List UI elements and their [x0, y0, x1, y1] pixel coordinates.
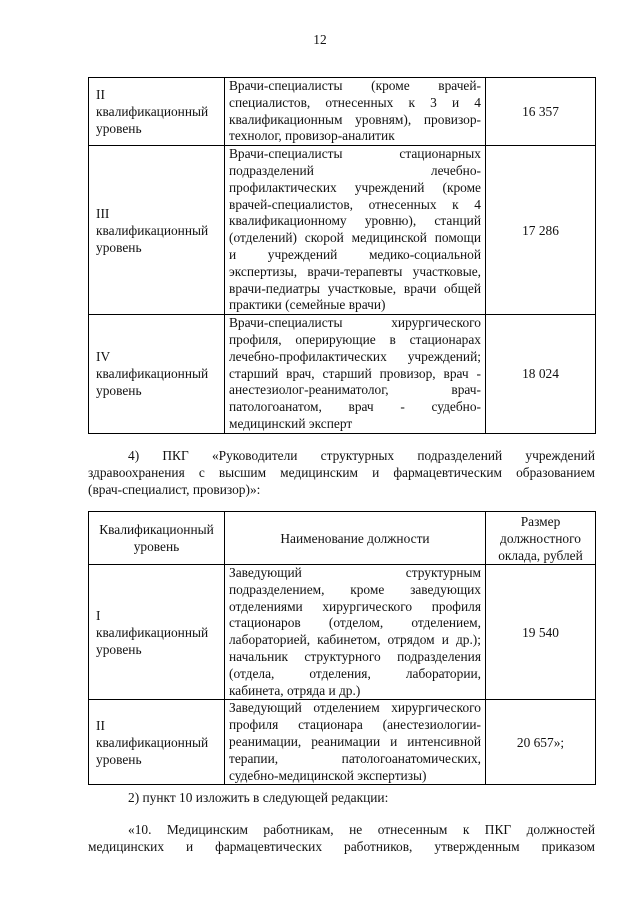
position-line: кабинета, отряда и др.)	[229, 682, 361, 698]
position-line: профиля, оперирующие в стационарах	[229, 331, 481, 347]
position-line: анестезиолог-реаниматолог, врач-	[229, 382, 481, 398]
level-word: квалификационный	[96, 104, 209, 120]
position-line: специалистов, отнесенных к 3 и 4	[229, 94, 481, 110]
salary-table-1	[88, 77, 596, 434]
level-word: квалификационный	[96, 624, 209, 640]
position-line: и учреждений медико-социальной	[229, 246, 481, 262]
level-word: уровень	[96, 121, 142, 137]
level-numeral: II	[96, 87, 105, 103]
table-header-row	[89, 512, 596, 565]
header-salary-line: Размер	[520, 513, 561, 529]
section-4-paragraph	[88, 447, 595, 498]
position-line: Врачи-специалисты хирургического	[229, 315, 481, 331]
position-line: технолог, провизор-аналитик	[229, 128, 395, 144]
level-cell	[89, 315, 225, 434]
level-word: квалификационный	[96, 222, 209, 238]
header-salary-line: оклада, рублей	[498, 547, 583, 563]
header-salary-line: должностного	[500, 530, 581, 546]
paragraph-line: медицинских и фармацевтических работников, утвержденным приказом	[88, 839, 595, 854]
position-cell	[225, 315, 486, 434]
level-word: уровень	[96, 239, 142, 255]
position-line: реанимации, реанимации и интенсивной	[229, 733, 481, 749]
position-cell	[225, 700, 486, 785]
position-line: врачи-педиатры участковые, врачи общей	[229, 280, 481, 296]
table-row	[89, 78, 596, 146]
position-line: лабораторией, кабинетом, отрядом и др.);	[229, 632, 481, 648]
paragraph-line: (врач-специалист, провизор)»:	[88, 482, 261, 497]
position-line: терапии, патологоанатомических,	[229, 750, 481, 766]
level-cell	[89, 78, 225, 146]
table-row	[89, 565, 596, 700]
level-word: уровень	[96, 383, 142, 399]
position-line: начальник структурного подразделения	[229, 648, 481, 664]
page-number: 12	[313, 32, 327, 47]
item-2-paragraph: 2) пункт 10 изложить в следующей редакции:	[128, 790, 389, 805]
paragraph-line: «10. Медицинским работникам, не отнесенным к ПКГ должностей	[128, 822, 595, 837]
position-cell	[225, 565, 486, 700]
position-line: старший врач, старший провизор, врач -	[229, 365, 481, 381]
position-line: судебно-медицинской экспертизы)	[229, 767, 427, 783]
level-numeral: I	[96, 607, 101, 623]
header-level-line: Квалификационный	[99, 522, 214, 537]
level-numeral: II	[96, 717, 105, 733]
table-row	[89, 315, 596, 434]
position-line: профилактических учреждений (кроме	[229, 179, 481, 195]
salary-table-2	[88, 511, 596, 785]
position-cell	[225, 78, 486, 146]
salary-cell: 18 024	[486, 315, 596, 434]
position-line: стационаров (отделом, отделением,	[229, 615, 481, 631]
header-level-line: уровень	[133, 539, 180, 554]
position-line: медицинский эксперт	[229, 415, 353, 431]
position-line: врачей-специалистов, отнесенных к 4	[229, 196, 481, 212]
header-level	[89, 512, 225, 565]
level-numeral: IV	[96, 349, 111, 365]
position-cell	[225, 146, 486, 315]
position-line: Заведующий отделением хирургического	[229, 700, 481, 716]
position-line: Заведующий структурным	[229, 565, 481, 580]
position-line: практики (семейные врачи)	[229, 297, 386, 313]
position-line: Врачи-специалисты (кроме врачей-	[229, 78, 481, 93]
level-cell	[89, 146, 225, 315]
level-word: квалификационный	[96, 366, 209, 382]
position-line: отделениями хирургического профиля	[229, 598, 481, 614]
level-cell	[89, 700, 225, 785]
position-line: (отделений) скорой медицинской помощи	[229, 230, 481, 246]
level-numeral: III	[96, 205, 110, 221]
level-cell	[89, 565, 225, 700]
position-line: (отдела, отделения, лаборатории,	[229, 665, 481, 681]
position-line: Врачи-специалисты стационарных	[229, 146, 481, 162]
position-line: профиля стационара (анестезиологии-	[229, 717, 481, 733]
salary-cell: 19 540	[486, 565, 596, 700]
position-line: квалификационному уровню), станций	[229, 213, 481, 229]
position-line: экспертизы, врачи-терапевты участковые,	[229, 263, 481, 279]
position-line: подразделением, кроме заведующих	[229, 581, 481, 597]
position-line: лечебно-профилактических учреждений;	[229, 348, 481, 364]
header-salary	[486, 512, 596, 565]
position-line: квалификационным уровням), провизор-	[229, 111, 481, 127]
paragraph-line: здравоохранения с высшим медицинским и фармацевтическим образованием	[88, 465, 595, 480]
position-line: подразделений лечебно-	[229, 162, 481, 178]
table-row	[89, 700, 596, 785]
salary-cell: 17 286	[486, 146, 596, 315]
position-line: патологоанатом, врач - судебно-	[229, 399, 481, 415]
level-word: квалификационный	[96, 734, 209, 750]
paragraph-line: 4) ПКГ «Руководители структурных подразделений учреждений	[128, 448, 595, 463]
salary-cell: 20 657»;	[486, 700, 596, 785]
table-row	[89, 146, 596, 315]
level-word: уровень	[96, 751, 142, 767]
item-10-paragraph	[88, 821, 595, 855]
salary-cell: 16 357	[486, 78, 596, 146]
header-position: Наименование должности	[225, 512, 486, 565]
level-word: уровень	[96, 641, 142, 657]
